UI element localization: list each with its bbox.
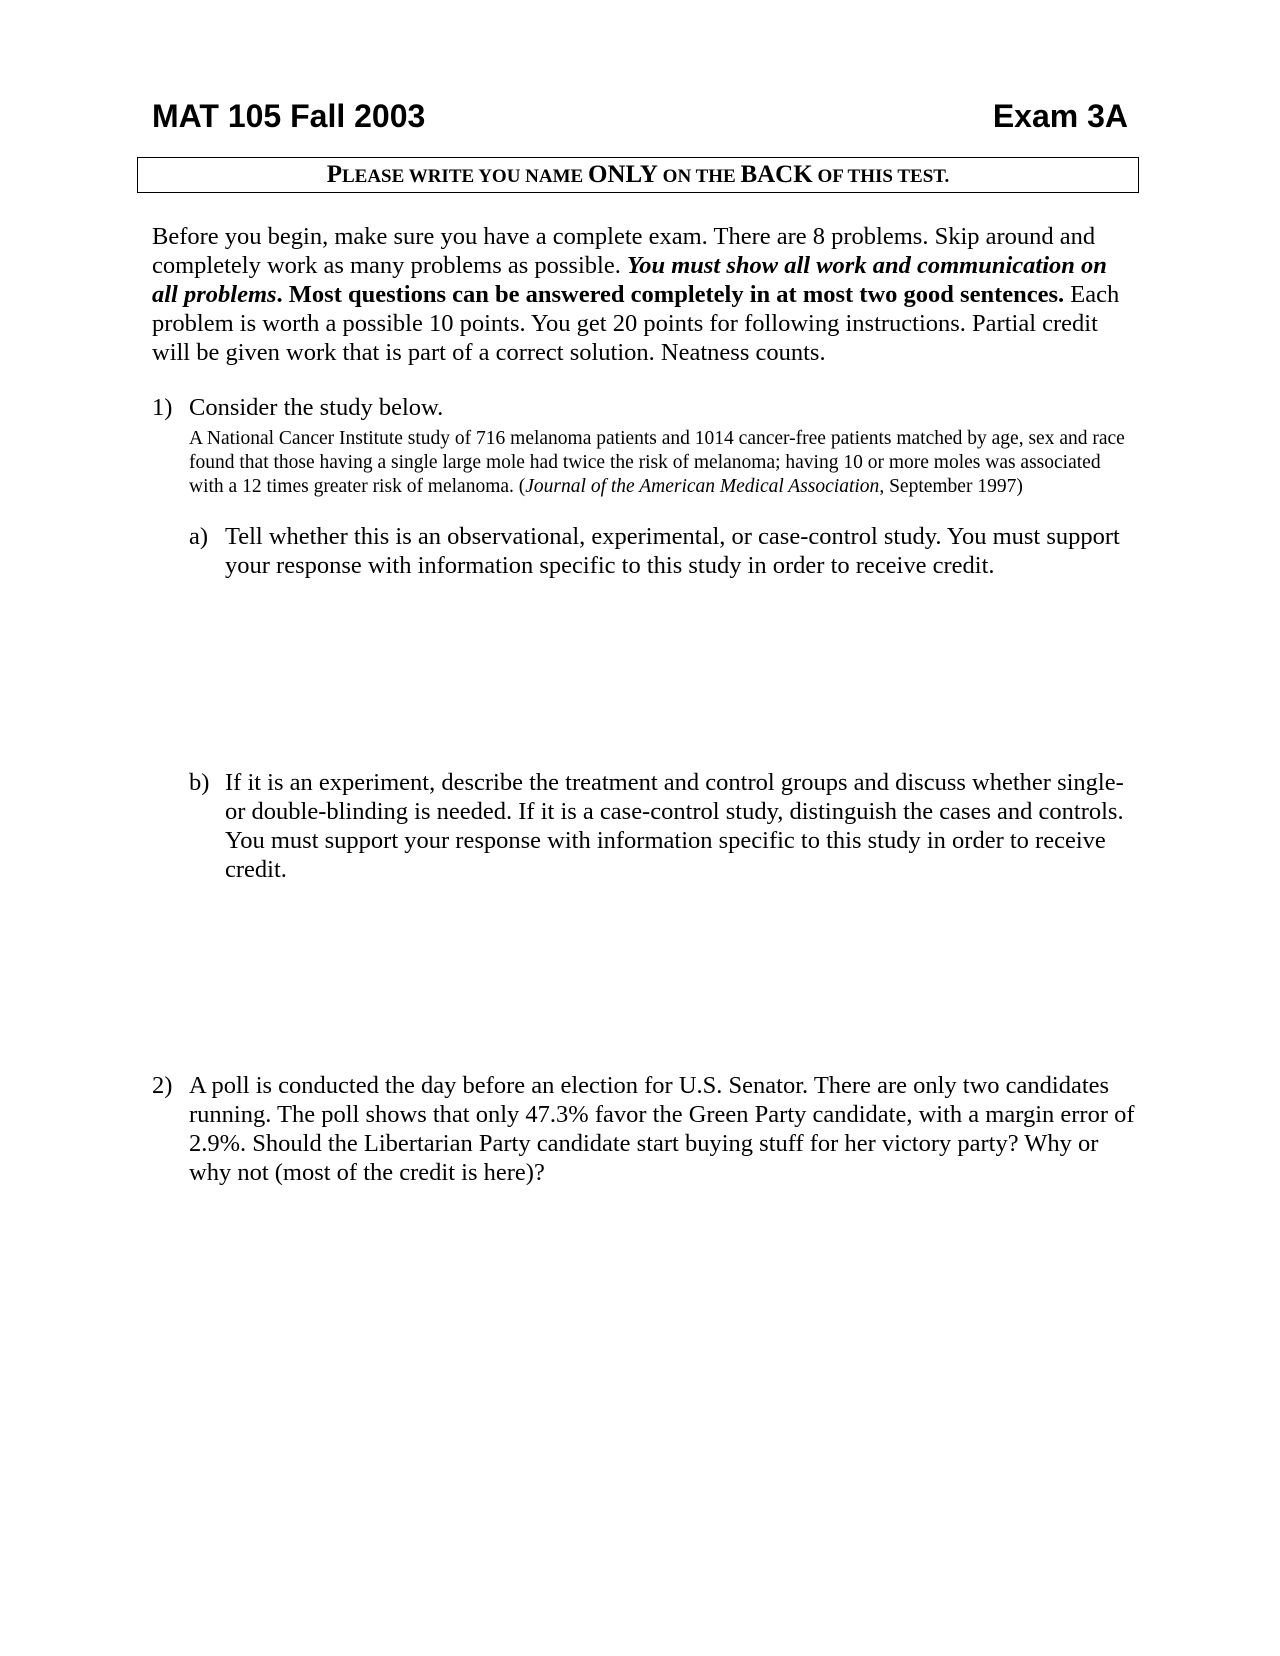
problem-2-number: 2) (152, 1072, 173, 1099)
course-title: MAT 105 Fall 2003 (152, 98, 426, 134)
instructions-text-2: Each problem is worth a possible 10 points. You get 20 points for following instructions. Partial credit will be given work that is part of a correct solution. Neatness counts. (152, 281, 1120, 366)
study-source: Journal of the American Medical Association (525, 476, 880, 497)
instructions-bold: . Most questions can be answered completely in at most two good sentences. (276, 281, 1065, 308)
notice-text-3: OF THIS TEST. (812, 166, 950, 187)
notice-text-1: LEASE WRITE YOU NAME (341, 166, 588, 187)
part-b-text: If it is an experiment, describe the treatment and control groups and discuss whether single- or double-blinding is needed. If it is a case-control study, distinguish the cases and controls. You must support your response with information specific to this study in order to receive credit. (225, 769, 1124, 883)
instructions-text-1: Before you begin, make sure you have a complete exam. There are 8 problems. Skip around and completely work as many problems as possible. (152, 223, 1096, 279)
part-a-label: a) (189, 523, 209, 550)
problem-1-prompt: Consider the study below. (189, 394, 444, 421)
part-a-text: Tell whether this is an observational, experimental, or case-control study. You must support your response with information specific to this study in order to receive credit. (225, 523, 1120, 579)
study-description (189, 427, 1129, 499)
notice-back: BACK (740, 161, 813, 188)
name-notice-box (137, 157, 1139, 193)
exam-title: Exam 3A (992, 98, 1128, 134)
notice-only: ONLY (587, 161, 658, 188)
notice-initial: P (326, 161, 342, 188)
part-b-label: b) (189, 769, 210, 796)
notice-text-2: ON THE (657, 166, 741, 187)
study-text-1: A National Cancer Institute study of 716 melanoma patients and 1014 cancer-free patients matched by age, sex and race found that those having a single large mole had twice the risk of melanoma; having 10 or more moles was associated with a 12 times greater risk of melanoma. ( (189, 428, 1125, 497)
exam-header (152, 98, 1128, 142)
study-text-2: , September 1997) (879, 476, 1023, 497)
problem-1-number: 1) (152, 394, 173, 421)
instructions (152, 222, 1132, 367)
instructions-bold-italic: You must show all work and communication on all problems (152, 252, 1107, 308)
problem-2-text: A poll is conducted the day before an election for U.S. Senator. There are only two candidates running. The poll shows that only 47.3% favor the Green Party candidate, with a margin error of 2.9%. Should the Libertarian Party candidate start buying stuff for her victory party? Why or why not (most of the credit is here)? (189, 1072, 1135, 1186)
